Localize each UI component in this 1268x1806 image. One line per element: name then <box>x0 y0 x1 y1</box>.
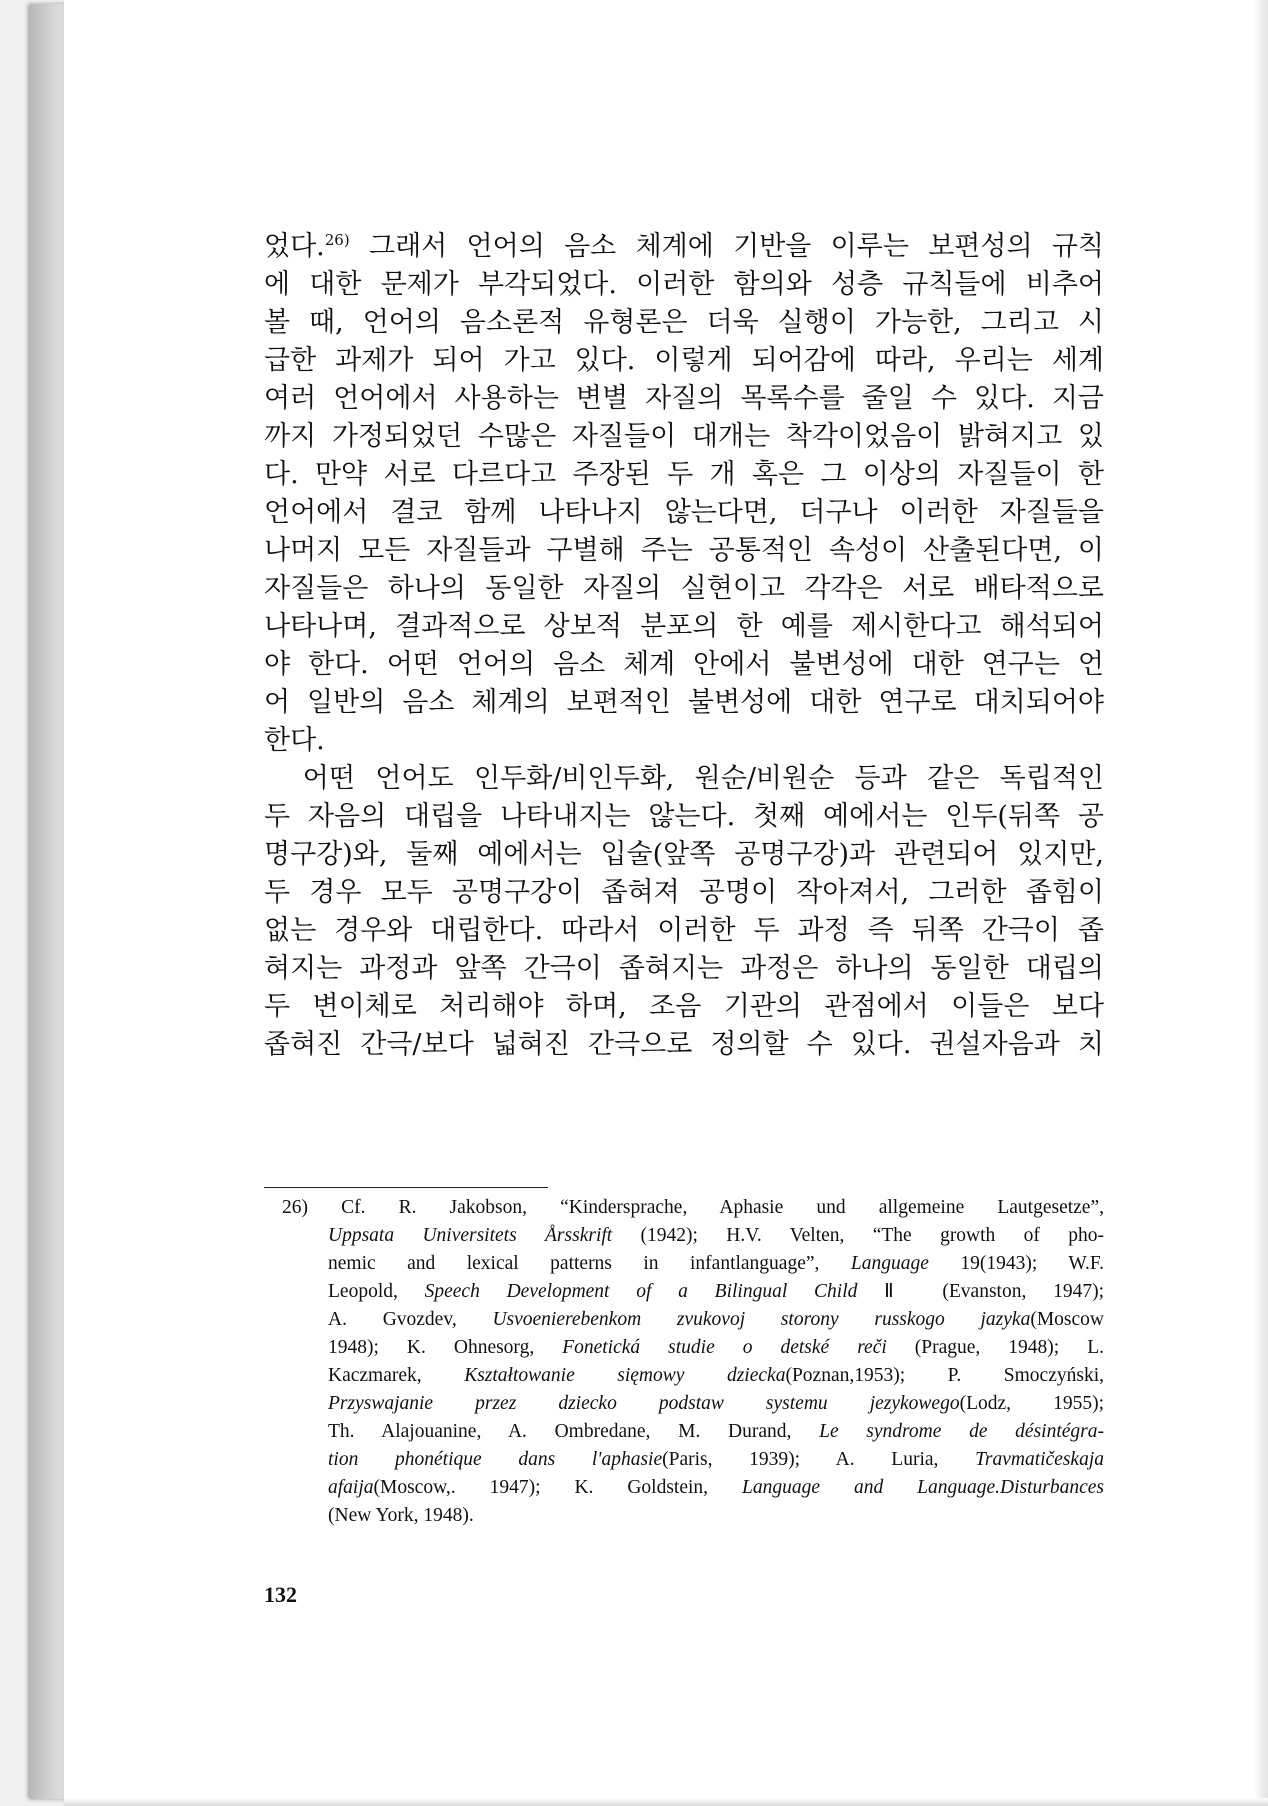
footnote-line <box>282 1418 1104 1446</box>
body-line-text: 없는 경우와 대립한다. 따라서 이러한 두 과정 즉 뒤쪽 간극이 좁 <box>264 915 1104 946</box>
footnote-italic-title: Przyswajanie przez dziecko podstaw systemu jezykowego <box>328 1393 960 1414</box>
body-line-text: 야 한다. 어떤 언어의 음소 체계 안에서 불변성에 대한 연구는 언 <box>264 649 1104 680</box>
footnote-text: 26) Cf. R. Jakobson, “Kindersprache, Aphasie und allgemeine Lautgesetze”, <box>282 1197 1104 1218</box>
body-line-text: 다. 만약 서로 다르다고 주장된 두 개 혹은 그 이상의 자질들이 한 <box>264 459 1104 490</box>
body-line <box>264 1026 1104 1064</box>
body-line <box>264 836 1104 874</box>
body-line-start: 었다. <box>264 231 325 262</box>
page-bottom-edge <box>64 1798 1268 1806</box>
footnote-text: Ⅱ (Evanston, 1947); <box>857 1281 1104 1302</box>
body-line-text: 나머지 모든 자질들과 구별해 주는 공통적인 속성이 산출된다면, 이 <box>264 535 1104 566</box>
body-line-text: 혀지는 과정과 앞쪽 간극이 좁혀지는 과정은 하나의 동일한 대립의 <box>264 953 1104 984</box>
body-line <box>264 456 1104 494</box>
body-line-text: 여러 언어에서 사용하는 변별 자질의 목록수를 줄일 수 있다. 지금 <box>264 383 1104 414</box>
body-line <box>264 646 1104 684</box>
page-right-edge <box>1254 0 1268 1806</box>
body-line <box>264 798 1104 836</box>
body-line <box>264 494 1104 532</box>
footnote-text: Th. Alajouanine, A. Ombredane, M. Durand, <box>328 1421 820 1442</box>
footnote-italic-title: Le syndrome de désintégra- <box>819 1421 1104 1442</box>
footnote-line <box>282 1222 1104 1250</box>
footnote-text: Leopold, <box>328 1281 425 1302</box>
body-line-text: 자질들은 하나의 동일한 자질의 실현이고 각각은 서로 배타적으로 <box>264 573 1104 604</box>
main-body-text <box>264 228 1104 1064</box>
footnote-italic-title: Speech Development of a Bilingual Child <box>424 1281 858 1302</box>
footnote-line <box>282 1194 1104 1222</box>
footnote-italic-title: Usvoenierebenkom zvukovoj storony russkogo jazyka <box>492 1309 1031 1330</box>
body-line-text: 어 일반의 음소 체계의 보편적인 불변성에 대한 연구로 대치되어야 <box>264 687 1104 718</box>
footnote-text: 1948); K. Ohnesorg, <box>328 1337 563 1358</box>
body-line <box>264 342 1104 380</box>
footnote-line <box>282 1334 1104 1362</box>
body-line-text: 나타나며, 결과적으로 상보적 분포의 한 예를 제시한다고 해석되어 <box>264 611 1104 642</box>
body-line-text: 그래서 언어의 음소 체계에 기반을 이루는 보편성의 규칙 <box>349 231 1104 262</box>
body-line <box>264 266 1104 304</box>
body-line-text: 에 대한 문제가 부각되었다. 이러한 함의와 성층 규칙들에 비추어 <box>264 269 1104 300</box>
footnote-italic-title: Travmatičeskaja <box>975 1449 1104 1470</box>
footnote-26 <box>282 1194 1104 1530</box>
footnote-italic-title: Kształtowanie sięmowy dziecka <box>464 1365 786 1386</box>
body-line-text: 한다. <box>264 725 325 756</box>
footnote-text: (Prague, 1948); L. <box>886 1337 1104 1358</box>
body-line <box>264 570 1104 608</box>
body-line <box>264 760 1104 798</box>
footnote-line <box>282 1446 1104 1474</box>
footnote-text: 19(1943); W.F. <box>928 1253 1104 1274</box>
footnote-italic-title: Fonetická studie o detské reči <box>562 1337 887 1358</box>
body-line-text: 좁혀진 간극/보다 넓혀진 간극으로 정의할 수 있다. 권설자음과 치 <box>264 1029 1104 1060</box>
body-line-text: 급한 과제가 되어 가고 있다. 이렇게 되어감에 따라, 우리는 세계 <box>264 345 1104 376</box>
body-line <box>264 532 1104 570</box>
footnote-text: (Poznan,1953); P. Smoczyński, <box>785 1365 1104 1386</box>
page-number: 132 <box>264 1582 297 1607</box>
body-line <box>264 874 1104 912</box>
footnote-text: Kaczmarek, <box>328 1365 465 1386</box>
footnote-text: (Moscow <box>1030 1309 1104 1330</box>
footnote-text: (Paris, 1939); A. Luria, <box>662 1449 976 1470</box>
body-line-text: 명구강)와, 둘째 예에서는 입술(앞쪽 공명구강)과 관련되어 있지만, <box>264 839 1104 870</box>
footnote-line <box>282 1502 1104 1530</box>
footnote-text: (Moscow,. 1947); K. Goldstein, <box>373 1477 742 1498</box>
body-line-text: 두 자음의 대립을 나타내지는 않는다. 첫째 예에서는 인두(뒤쪽 공 <box>264 801 1104 832</box>
body-line <box>264 950 1104 988</box>
footnote-italic-title: Language and Language.Disturbances <box>742 1477 1104 1498</box>
footnote-text: A. Gvozdev, <box>328 1309 493 1330</box>
footnote-text: nemic and lexical patterns in infantlanguage”, <box>328 1253 851 1274</box>
body-line <box>264 608 1104 646</box>
body-line-text: 볼 때, 언어의 음소론적 유형론은 더욱 실행이 가능한, 그리고 시 <box>264 307 1104 338</box>
body-line <box>264 304 1104 342</box>
body-line-text: 까지 가정되었던 수많은 자질들이 대개는 착각이었음이 밝혀지고 있 <box>264 421 1104 452</box>
footnote-italic-title: Language <box>850 1253 929 1274</box>
body-line <box>264 722 1104 760</box>
footnote-line <box>282 1278 1104 1306</box>
body-line <box>264 380 1104 418</box>
body-line <box>264 912 1104 950</box>
footnote-separator <box>264 1187 548 1188</box>
footnote-line <box>282 1250 1104 1278</box>
body-line <box>264 988 1104 1026</box>
body-line-text: 어떤 언어도 인두화/비인두화, 원순/비원순 등과 같은 독립적인 <box>264 763 1104 794</box>
body-line-text: 두 변이체로 처리해야 하며, 조음 기관의 관점에서 이들은 보다 <box>264 991 1104 1022</box>
body-line-text: 두 경우 모두 공명구강이 좁혀져 공명이 작아져서, 그러한 좁힘이 <box>264 877 1104 908</box>
footnote-text: (1942); H.V. Velten, “The growth of pho- <box>612 1225 1104 1246</box>
footnote-italic-title: afaija <box>328 1477 374 1498</box>
footnote-italic-title: tion phonétique dans l'aphasie <box>328 1449 663 1470</box>
body-line-text: 언어에서 결코 함께 나타나지 않는다면, 더구나 이러한 자질들을 <box>264 497 1104 528</box>
body-line <box>264 418 1104 456</box>
footnote-text: (Lodz, 1955); <box>959 1393 1104 1414</box>
body-line <box>264 684 1104 722</box>
body-line <box>264 228 1104 266</box>
footnote-line <box>282 1390 1104 1418</box>
footnote-text: (New York, 1948). <box>328 1505 474 1526</box>
footnote-line <box>282 1362 1104 1390</box>
footnote-line <box>282 1474 1104 1502</box>
footnote-marker: 26) <box>324 231 350 249</box>
footnote-italic-title: Uppsata Universitets Årsskrift <box>328 1225 613 1246</box>
footnote-line <box>282 1306 1104 1334</box>
